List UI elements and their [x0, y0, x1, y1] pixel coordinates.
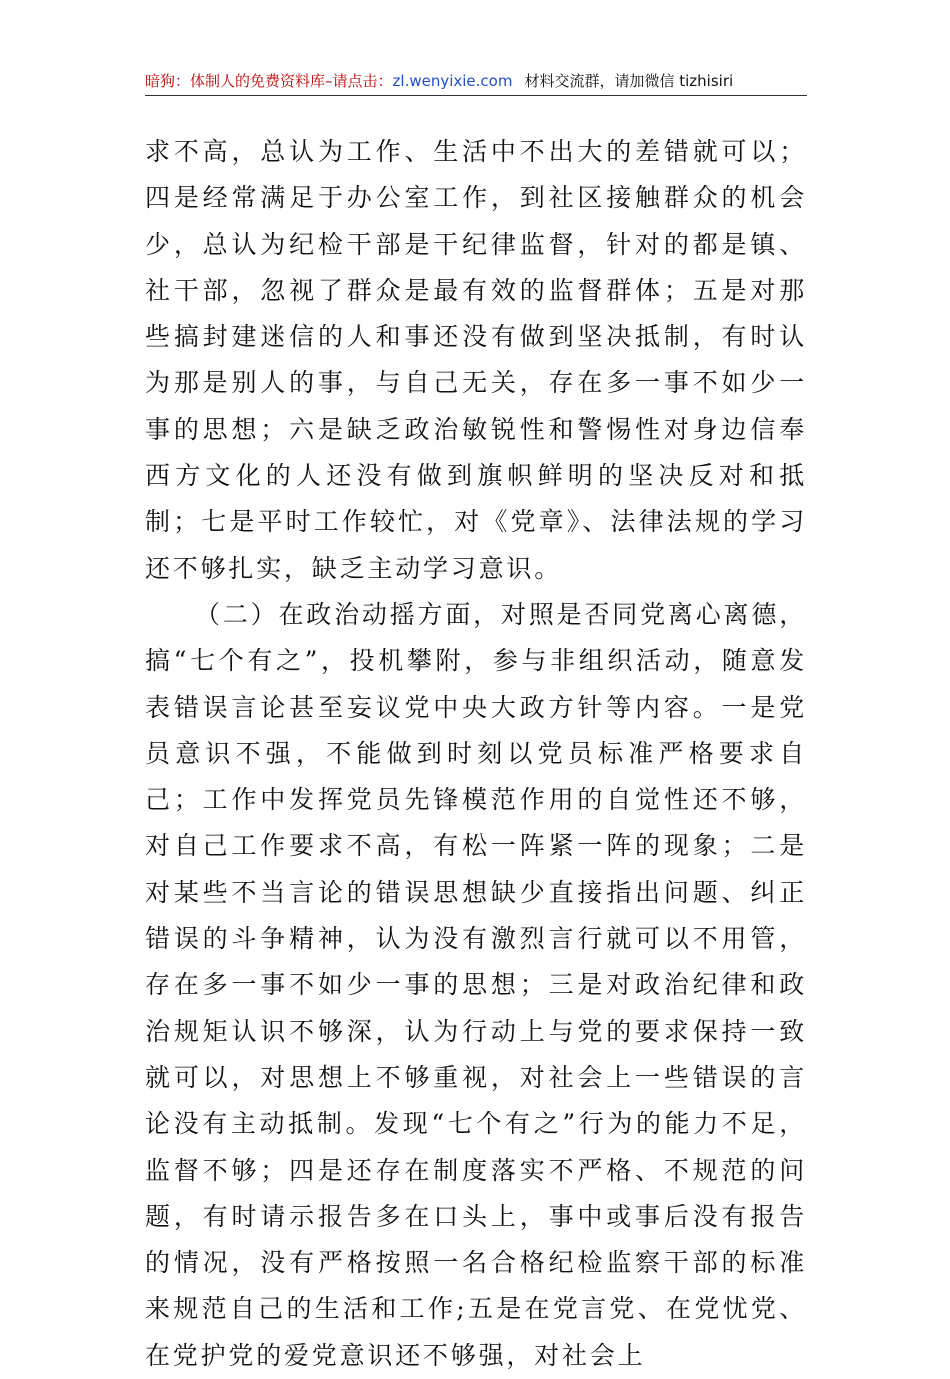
header-prompt: –请点击：: [325, 72, 393, 90]
header-link[interactable]: zl.wenyixie.com: [392, 72, 513, 90]
paragraph-1: 求不高，总认为工作、生活中不出大的差错就可以；四是经常满足于办公室工作，到社区接触群众的机会少，总认为纪检干部是干纪律监督，针对的都是镇、社干部，忽视了群众是最有效的监督群体；五是对那些搞封建迷信的人和事还没有做到坚决抵制，有时认为那是别人的事，与自己无关，存在多一事不如少一事的思想；六是缺乏政治敏锐性和警惕性对身边信奉西方文化的人还没有做到旗帜鲜明的坚决反对和抵制；七是平时工作较忙，对《党章》、法律法规的学习还不够扎实，缺乏主动学习意识。: [145, 137, 807, 583]
header-brand: 暗狗：体制人的免费资料库: [145, 72, 326, 90]
page-header: [145, 68, 807, 94]
header-divider: [145, 95, 807, 96]
document-body: [145, 129, 807, 1379]
paragraph-2: （二）在政治动摇方面，对照是否同党离心离德，搞“七个有之”，投机攀附，参与非组织活动，随意发表错误言论甚至妄议党中央大政方针等内容。一是党员意识不强，不能做到时刻以党员标准严格要求自己；工作中发挥党员先锋模范作用的自觉性还不够，对自己工作要求不高，有松一阵紧一阵的现象；二是对某些不当言论的错误思想缺少直接指出问题、纠正错误的斗争精神，认为没有激烈言行就可以不用管，存在多一事不如少一事的思想；三是对政治纪律和政治规矩认识不够深，认为行动上与党的要求保持一致就可以，对思想上不够重视，对社会上一些错误的言论没有主动抵制。发现“七个有之”行为的能力不足，监督不够；四是还存在制度落实不严格、不规范的问题，有时请示报告多在口头上，事中或事后没有报告的情况，没有严格按照一名合格纪检监察干部的标准来规范自己的生活和工作;五是在党言党、在党忧党、在党护党的爱党意识还不够强，对社会上: [145, 599, 807, 1370]
header-wechat-note: 材料交流群，请加微信 tizhisiri: [524, 72, 734, 90]
